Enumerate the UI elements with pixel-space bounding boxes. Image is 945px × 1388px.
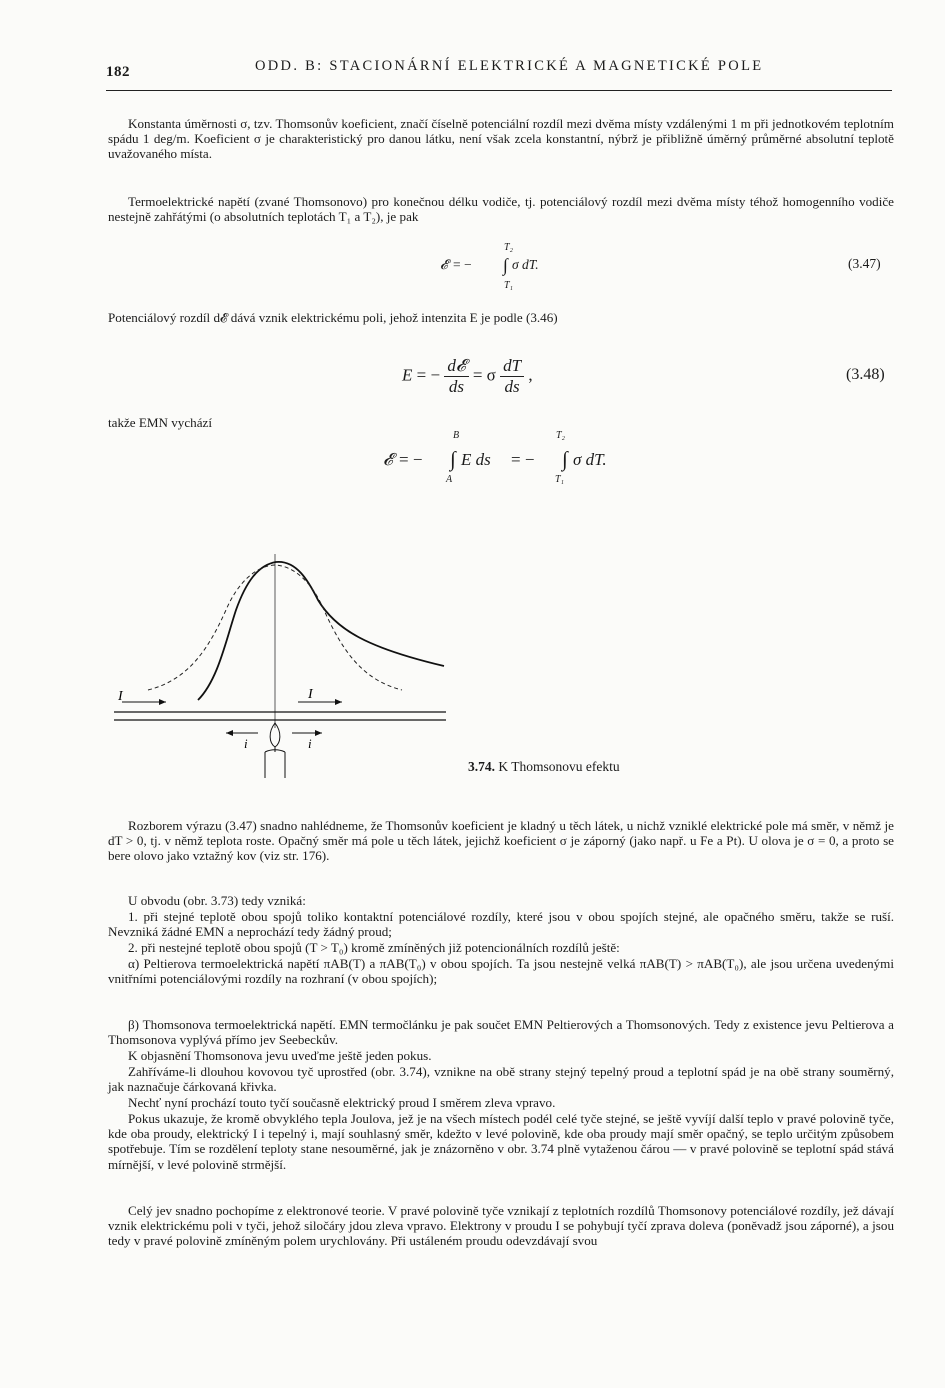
paragraph-analysis: Rozborem výrazu (3.47) snadno nahlédneme, že Thomsonův koeficient je kladný u těch látek, u nichž vzniklé elektrické pole má směr, v němž je dT > 0, tj. v němž teplota roste. Opačný směr má pole u těch látek, jejichž koeficient σ je záporný (jako např. u Fe a Pt). U olova je σ = 0, a proto se bere olovo jako vztažný kov (viz str. 176). xyxy=(108,818,894,864)
page-number: 182 xyxy=(106,64,130,80)
eq349-lower2: T₁ xyxy=(555,474,565,485)
eq348-rel1: = − xyxy=(412,365,441,385)
paragraph-emn-result: takže EMN vychází xyxy=(108,415,212,430)
current-arrowhead-left xyxy=(159,699,166,705)
equation-number-3-47: (3.47) xyxy=(848,256,881,271)
paragraph-thermoelectric-voltage: Termoelektrické napětí (zvané Thomsonovo) pro konečnou délku vodiče, tj. potenciálový rozdíl mezi dvěma místy téhož homogenního vodiče nestejně zahřátými (o absolutních teplotách T₁ a T₂), je pak xyxy=(108,194,894,225)
equation-3-47 xyxy=(440,242,640,292)
eq349-upper2: T₂ xyxy=(556,430,566,441)
temperature-curve-solid xyxy=(198,562,444,700)
figure-thomson-effect xyxy=(108,540,453,785)
eq348-den2: ds xyxy=(500,376,524,397)
label-heat-i-right: i xyxy=(308,736,312,751)
figure-caption xyxy=(468,759,620,775)
eq347-lower: T₁ xyxy=(504,280,514,291)
eq349-body1: E ds xyxy=(461,450,491,469)
eq349-integral-sign-1: ∫ xyxy=(450,447,456,471)
eq348-lhs: E xyxy=(402,365,413,385)
paragraph-beta-thomson: β) Thomsonova termoelektrická napětí. EMN termočlánku je pak součet EMN Peltierových a Thomsonových. Tedy z existence jevu Peltierova a Thomsonova vyplývá přímo jev Seebeckův. xyxy=(108,1017,894,1048)
eq349-rel1: = − xyxy=(399,450,423,469)
label-heat-i-left: i xyxy=(244,736,248,751)
eq348-rel2: = σ xyxy=(468,365,496,385)
eq349-lhs: 𝓔 xyxy=(383,450,393,469)
paragraph-thomson-coefficient: Konstanta úměrnosti σ, tzv. Thomsonův koeficient, značí číselně potenciální rozdíl mezi dvěma místy vzdálenými 1 m při jednotkovém teplotním spádu 1 deg/m. Koeficient σ je charakteristický pro danou látku, není však zcela konstantní, nýbrž je přibližně úměrný průměrné absolutní teplotě uvažovaného místa. xyxy=(108,116,894,162)
equation-emn-integral xyxy=(383,430,643,488)
header-rule xyxy=(106,90,892,91)
candle-body-icon xyxy=(265,750,285,778)
caption-number: 3.74. xyxy=(468,759,495,774)
paragraph-electron-theory: Celý jev snadno pochopíme z elektronové teorie. V pravé polovině tyče vznikají z teplotních rozdílů Thomsonovy potenciálové rozdíly, jež dávají vznik elektrickému poli v tyči, jehož siločáry jdou zleva vpravo. Elektrony v proudu I se pohybují tyčí zprava doleva (poněvadž jsou záporné), a jsou tedy v pravé polovině zmíněným polem urychlovány. Při ustáleném proudu odevzdávají svou xyxy=(108,1203,894,1249)
eq349-upper1: B xyxy=(453,430,460,441)
equation-number-3-48: (3.48) xyxy=(846,366,885,383)
heat-arrowhead-left xyxy=(226,730,233,736)
paragraph-experiment-result: Pokus ukazuje, že kromě obvyklého tepla Joulova, jež je na všech místech podél celé tyče stejné, se ještě vyvíjí další teplo v pravé polovině tyče, kde oba proudy, elektrický I i tepelný i, mají souhlasný směr, kdežto v levé polovině, kde oba proudy mají směr opačný, se teplo určitým způsobem spotřebuje. Tím se rozdělení teploty stane nesouměrné, jak je znázorněno v obr. 3.74 plně vytaženou čárou — v pravé polovině se teplotní spád stává mírnější, v levé polovině strmější. xyxy=(108,1111,894,1172)
eq347-rel: = − xyxy=(453,257,472,272)
eq348-num1: d𝓔 xyxy=(447,356,466,375)
page-header xyxy=(0,0,945,100)
eq347-body: σ dT. xyxy=(512,257,539,272)
eq348-num2: dT xyxy=(503,356,522,375)
eq348-den1: ds xyxy=(444,376,468,397)
eq347-lhs: 𝓔 xyxy=(440,257,448,272)
eq348-fraction-1 xyxy=(444,356,468,397)
caption-text: K Thomsonovu efektu xyxy=(495,759,620,774)
eq348-fraction-2 xyxy=(500,356,524,397)
paragraph-circuit-intro: U obvodu (obr. 3.73) tedy vzniká: xyxy=(128,893,306,908)
running-title: ODD. B: STACIONÁRNÍ ELEKTRICKÉ A MAGNETICKÉ POLE xyxy=(255,58,764,74)
paragraph-experiment-intro: K objasnění Thomsonova jevu uveďme ještě jeden pokus. xyxy=(128,1048,432,1063)
eq349-body2: σ dT. xyxy=(573,450,607,469)
eq349-integral-sign-2: ∫ xyxy=(562,447,568,471)
label-current-I-left: I xyxy=(118,689,123,704)
eq347-integral-sign: ∫ xyxy=(503,255,508,275)
eq349-lower1: A xyxy=(446,474,453,485)
equation-3-48 xyxy=(402,356,533,397)
paragraph-alpha-peltier: α) Peltierova termoelektrická napětí πAB(T) a πAB(T₀) v obou spojích. Ta jsou nestejně velká πAB(T) > πAB(T₀), ale jsou určena uvedenými vnitřními potenciálovými rozdíly na rozhraní (v obou spojích); xyxy=(108,956,894,987)
current-arrowhead-right xyxy=(335,699,342,705)
paragraph-case-1: 1. při stejné teplotě obou spojů toliko kontaktní potenciálové rozdíly, které jsou v obou spojích stejné, ale opačného směru, takže se ruší. Nevzniká žádné EMN a neprochází tedy žádný proud; xyxy=(108,909,894,940)
paragraph-heating-rod: Zahříváme-li dlouhou kovovou tyč uprostřed (obr. 3.74), vznikne na obě strany stejný tepelný proud a teplotní spád je na obě strany souměrný, jak naznačuje čárkovaná křivka. xyxy=(108,1064,894,1095)
heat-arrowhead-right xyxy=(315,730,322,736)
label-current-I-right: I xyxy=(308,687,313,702)
paragraph-case-2: 2. při nestejné teplotě obou spojů (T > T₀) kromě zmíněných již potencionálních rozdílů ještě: xyxy=(128,940,620,955)
paragraph-potential-difference: Potenciálový rozdíl d𝓔 dává vznik elektrickému poli, jehož intenzita E je podle (3.46) xyxy=(108,310,558,325)
paragraph-current-flow: Nechť nyní prochází touto tyčí současně elektrický proud I směrem zleva vpravo. xyxy=(128,1095,556,1110)
eq347-upper: T₂ xyxy=(504,242,514,253)
eq349-rel2: = − xyxy=(511,450,535,469)
eq348-tail: , xyxy=(524,365,533,385)
